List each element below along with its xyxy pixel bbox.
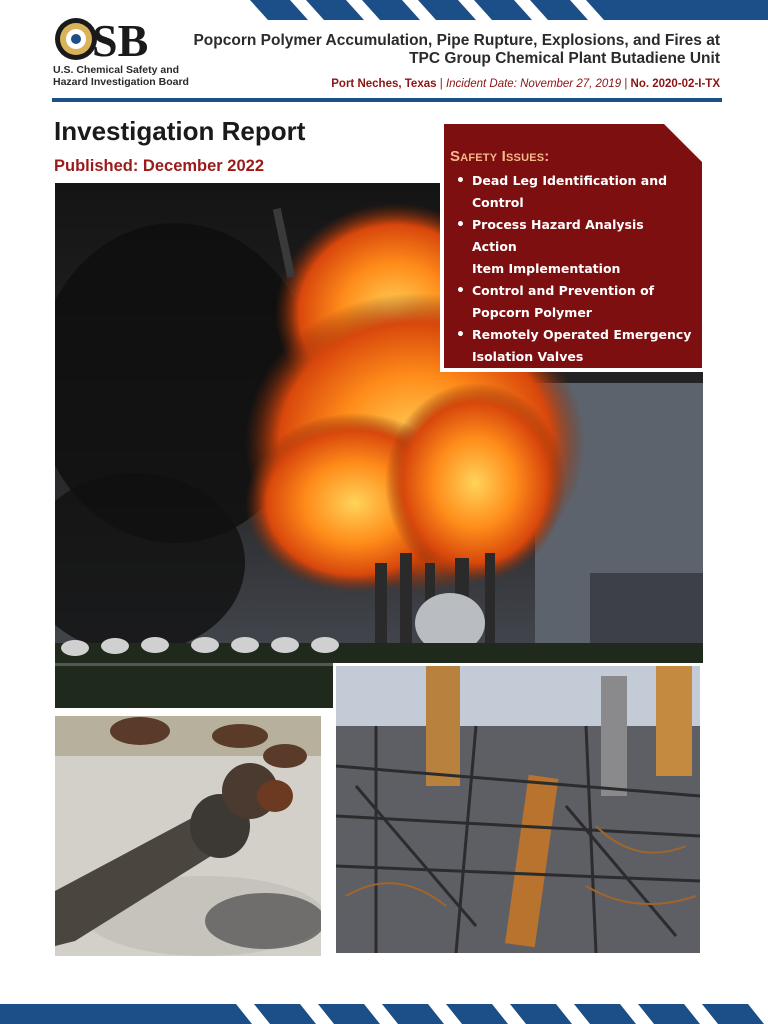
safety-issues-panel xyxy=(440,120,706,372)
report-title: Investigation Report xyxy=(54,116,306,146)
incident-title-line-2: TPC Group Chemical Plant Butadiene Unit xyxy=(409,50,720,67)
header-divider xyxy=(52,98,722,102)
separator: | xyxy=(624,78,628,90)
incident-details xyxy=(331,78,720,90)
safety-issue-text: • Control and Prevention of xyxy=(472,283,655,298)
safety-issue-text: Item Implementation xyxy=(472,261,621,276)
safety-issue-text: • Remotely Operated Emergency xyxy=(472,327,692,342)
separator: | xyxy=(439,78,443,90)
agency-name xyxy=(53,64,189,88)
safety-issue-text: • Dead Leg Identification and xyxy=(472,173,668,188)
logo-lettering: SB xyxy=(92,15,149,64)
safety-issue-text: Control xyxy=(472,195,524,210)
bottom-stripe-decoration xyxy=(0,1000,768,1024)
safety-issue-text: Isolation Valves xyxy=(472,349,584,364)
published-date: Published: December 2022 xyxy=(54,157,265,175)
safety-issue-text: • Process Hazard Analysis Action xyxy=(472,217,644,254)
agency-line-2: Hazard Investigation Board xyxy=(53,76,189,88)
safety-issue-item xyxy=(452,324,692,368)
safety-issue-text: Popcorn Polymer xyxy=(472,305,592,320)
csb-logo xyxy=(52,14,160,64)
top-stripe-decoration xyxy=(250,0,768,20)
incident-title-line-1: Popcorn Polymer Accumulation, Pipe Rupture, Explosions, and Fires at xyxy=(193,32,720,49)
report-number: No. 2020-02-I-TX xyxy=(630,78,720,90)
safety-issue-item xyxy=(452,214,692,280)
safety-issue-item xyxy=(452,170,692,214)
incident-location: Port Neches, Texas xyxy=(331,78,437,90)
safety-issue-item xyxy=(452,280,692,324)
burned-structure-photo xyxy=(333,663,703,956)
ruptured-pipe-photo xyxy=(55,716,321,956)
safety-issues-heading: Safety Issues: xyxy=(450,148,550,165)
safety-issues-list xyxy=(452,170,692,368)
agency-line-1: U.S. Chemical Safety and xyxy=(53,64,180,76)
incident-date: Incident Date: November 27, 2019 xyxy=(445,78,622,90)
